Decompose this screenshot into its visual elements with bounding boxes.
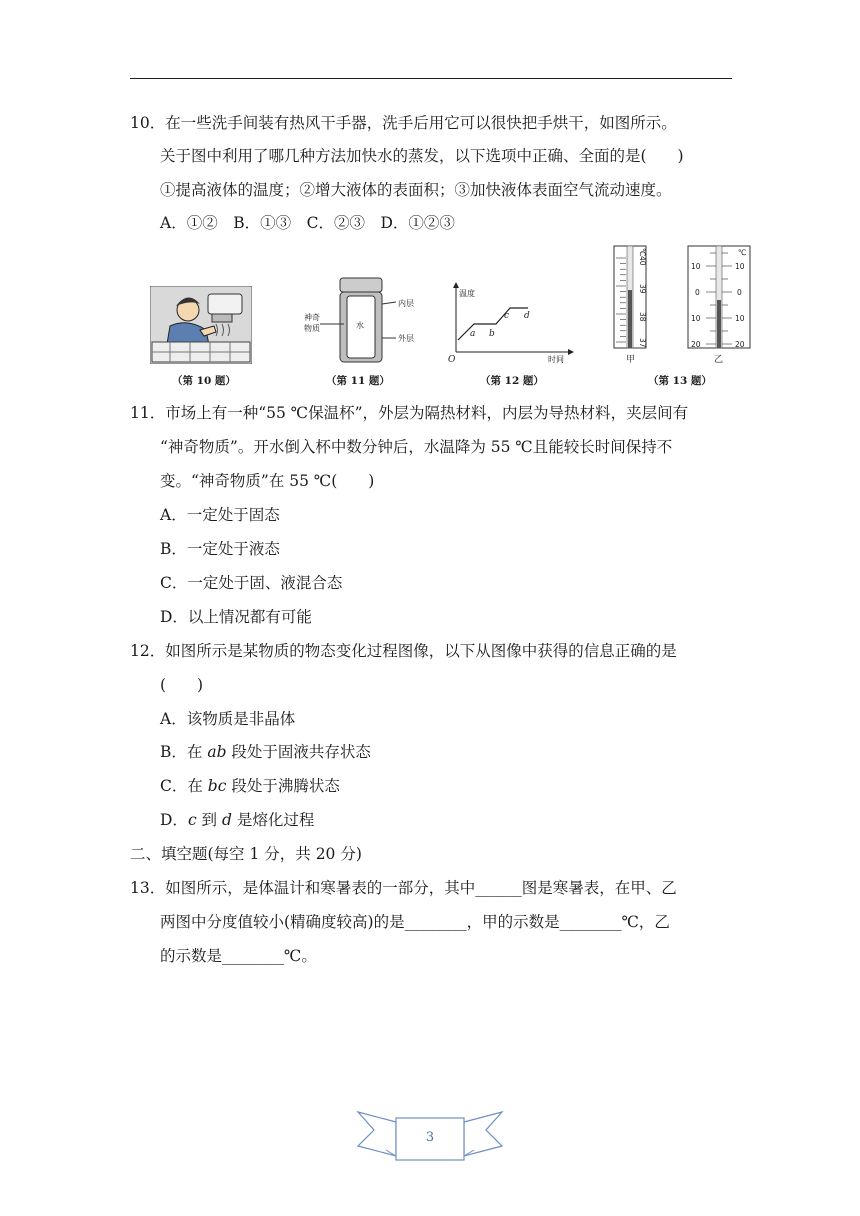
q11-line1: 11．市场上有一种“55 ℃保温杯”，外层为隔热材料，内层为导热材料，夹层间有	[130, 404, 689, 422]
figure-11-thermos-cup	[300, 276, 430, 366]
fig13-yi-label: 乙	[714, 355, 724, 365]
fig13-jia-label: 甲	[626, 355, 636, 365]
fig12-origin: O	[448, 355, 456, 365]
fig11-magic-label-1: 神奇	[304, 313, 320, 322]
fig13-yi-left-tick-0: 0	[695, 288, 700, 297]
fig11-magic-label-2: 物质	[304, 324, 320, 333]
figure-10-hand-dryer	[150, 286, 252, 364]
fig13-yi-unit: ℃	[738, 248, 747, 257]
q12-line1: 12．如图所示是某物质的物态变化过程图像，以下从图像中获得的信息正确的是	[130, 642, 677, 660]
fig11-outer-label: 外层	[398, 334, 414, 343]
q13-line2: 两图中分度值较小(精确度较高)的是________，甲的示数是________℃，乙	[160, 913, 670, 931]
q12-option-b: B．在 ab 段处于固液共存状态	[160, 743, 371, 761]
fig13-yi-right-tick-10b: 10	[735, 314, 745, 323]
fig11-water-label: 水	[356, 321, 364, 330]
q12-option-c: C．在 bc 段处于沸腾状态	[160, 777, 340, 795]
fig13-yi-left-tick-20: 20	[691, 340, 701, 349]
q12-option-a: A．该物质是非晶体	[160, 710, 296, 728]
fig12-point-a: a	[470, 329, 476, 339]
q11-option-c: C．一定处于固、液混合态	[160, 574, 343, 592]
q11-line2: “神奇物质”。开水倒入杯中数分钟后，水温降为 55 ℃且能较长时间保持不	[160, 438, 673, 456]
caption-figure-13: （第 13 题）	[648, 375, 712, 387]
fig13-yi-left-tick-10a: 10	[691, 262, 701, 271]
q12-option-d: D．c 到 d 是熔化过程	[160, 811, 315, 829]
fig13-yi-right-tick-10a: 10	[735, 262, 745, 271]
q10-options: A．①② B．①③ C．②③ D．①②③	[160, 214, 455, 232]
fig13-yi-right-tick-20: 20	[735, 340, 745, 349]
q11-option-b: B．一定处于液态	[160, 540, 280, 558]
q11-option-a: A．一定处于固态	[160, 506, 280, 524]
page-number: 3	[425, 1130, 435, 1145]
q11-option-d: D．以上情况都有可能	[160, 608, 312, 626]
q11-line3: 变。“神奇物质”在 55 ℃( )	[160, 472, 375, 490]
q13-line1: 13．如图所示，是体温计和寒暑表的一部分，其中______图是寒暑表，在甲、乙	[130, 879, 677, 897]
q12-line2: ( )	[160, 676, 204, 694]
fig12-point-d: d	[524, 311, 530, 321]
caption-figure-10: （第 10 题）	[172, 375, 236, 387]
fig13-jia-tick-40: 40	[638, 256, 647, 266]
fig12-point-b: b	[489, 329, 495, 339]
fig13-jia-tick-37: 37	[638, 338, 647, 348]
fig11-inner-label: 内层	[398, 299, 414, 308]
figure-12-temperature-graph	[444, 282, 574, 366]
caption-figure-11: （第 11 题）	[326, 375, 390, 387]
fig12-ylabel: 温度	[459, 289, 475, 298]
figure-13-thermometers	[608, 244, 756, 368]
fig13-jia-unit: ℃	[638, 248, 647, 257]
q10-line1: 10．在一些洗手间装有热风干手器，洗手后用它可以很快把手烘干，如图所示。	[130, 114, 677, 132]
q10-line3: ①提高液体的温度；②增大液体的表面积；③加快液体表面空气流动速度。	[160, 181, 672, 199]
header-rule	[130, 78, 732, 79]
fig13-yi-left-tick-10b: 10	[691, 314, 701, 323]
fig12-point-c: c	[504, 311, 510, 321]
section-2-heading: 二、填空题(每空 1 分，共 20 分)	[130, 845, 362, 863]
fig13-jia-tick-39: 39	[638, 284, 647, 294]
fig13-jia-tick-38: 38	[638, 312, 647, 322]
fig12-xlabel: 时间	[548, 355, 564, 364]
caption-figure-12: （第 12 题）	[480, 375, 544, 387]
q10-line2: 关于图中利用了哪几种方法加快水的蒸发，以下选项中正确、全面的是( )	[160, 147, 684, 165]
fig13-yi-right-tick-0: 0	[737, 288, 742, 297]
q13-line3: 的示数是________℃。	[160, 947, 317, 965]
